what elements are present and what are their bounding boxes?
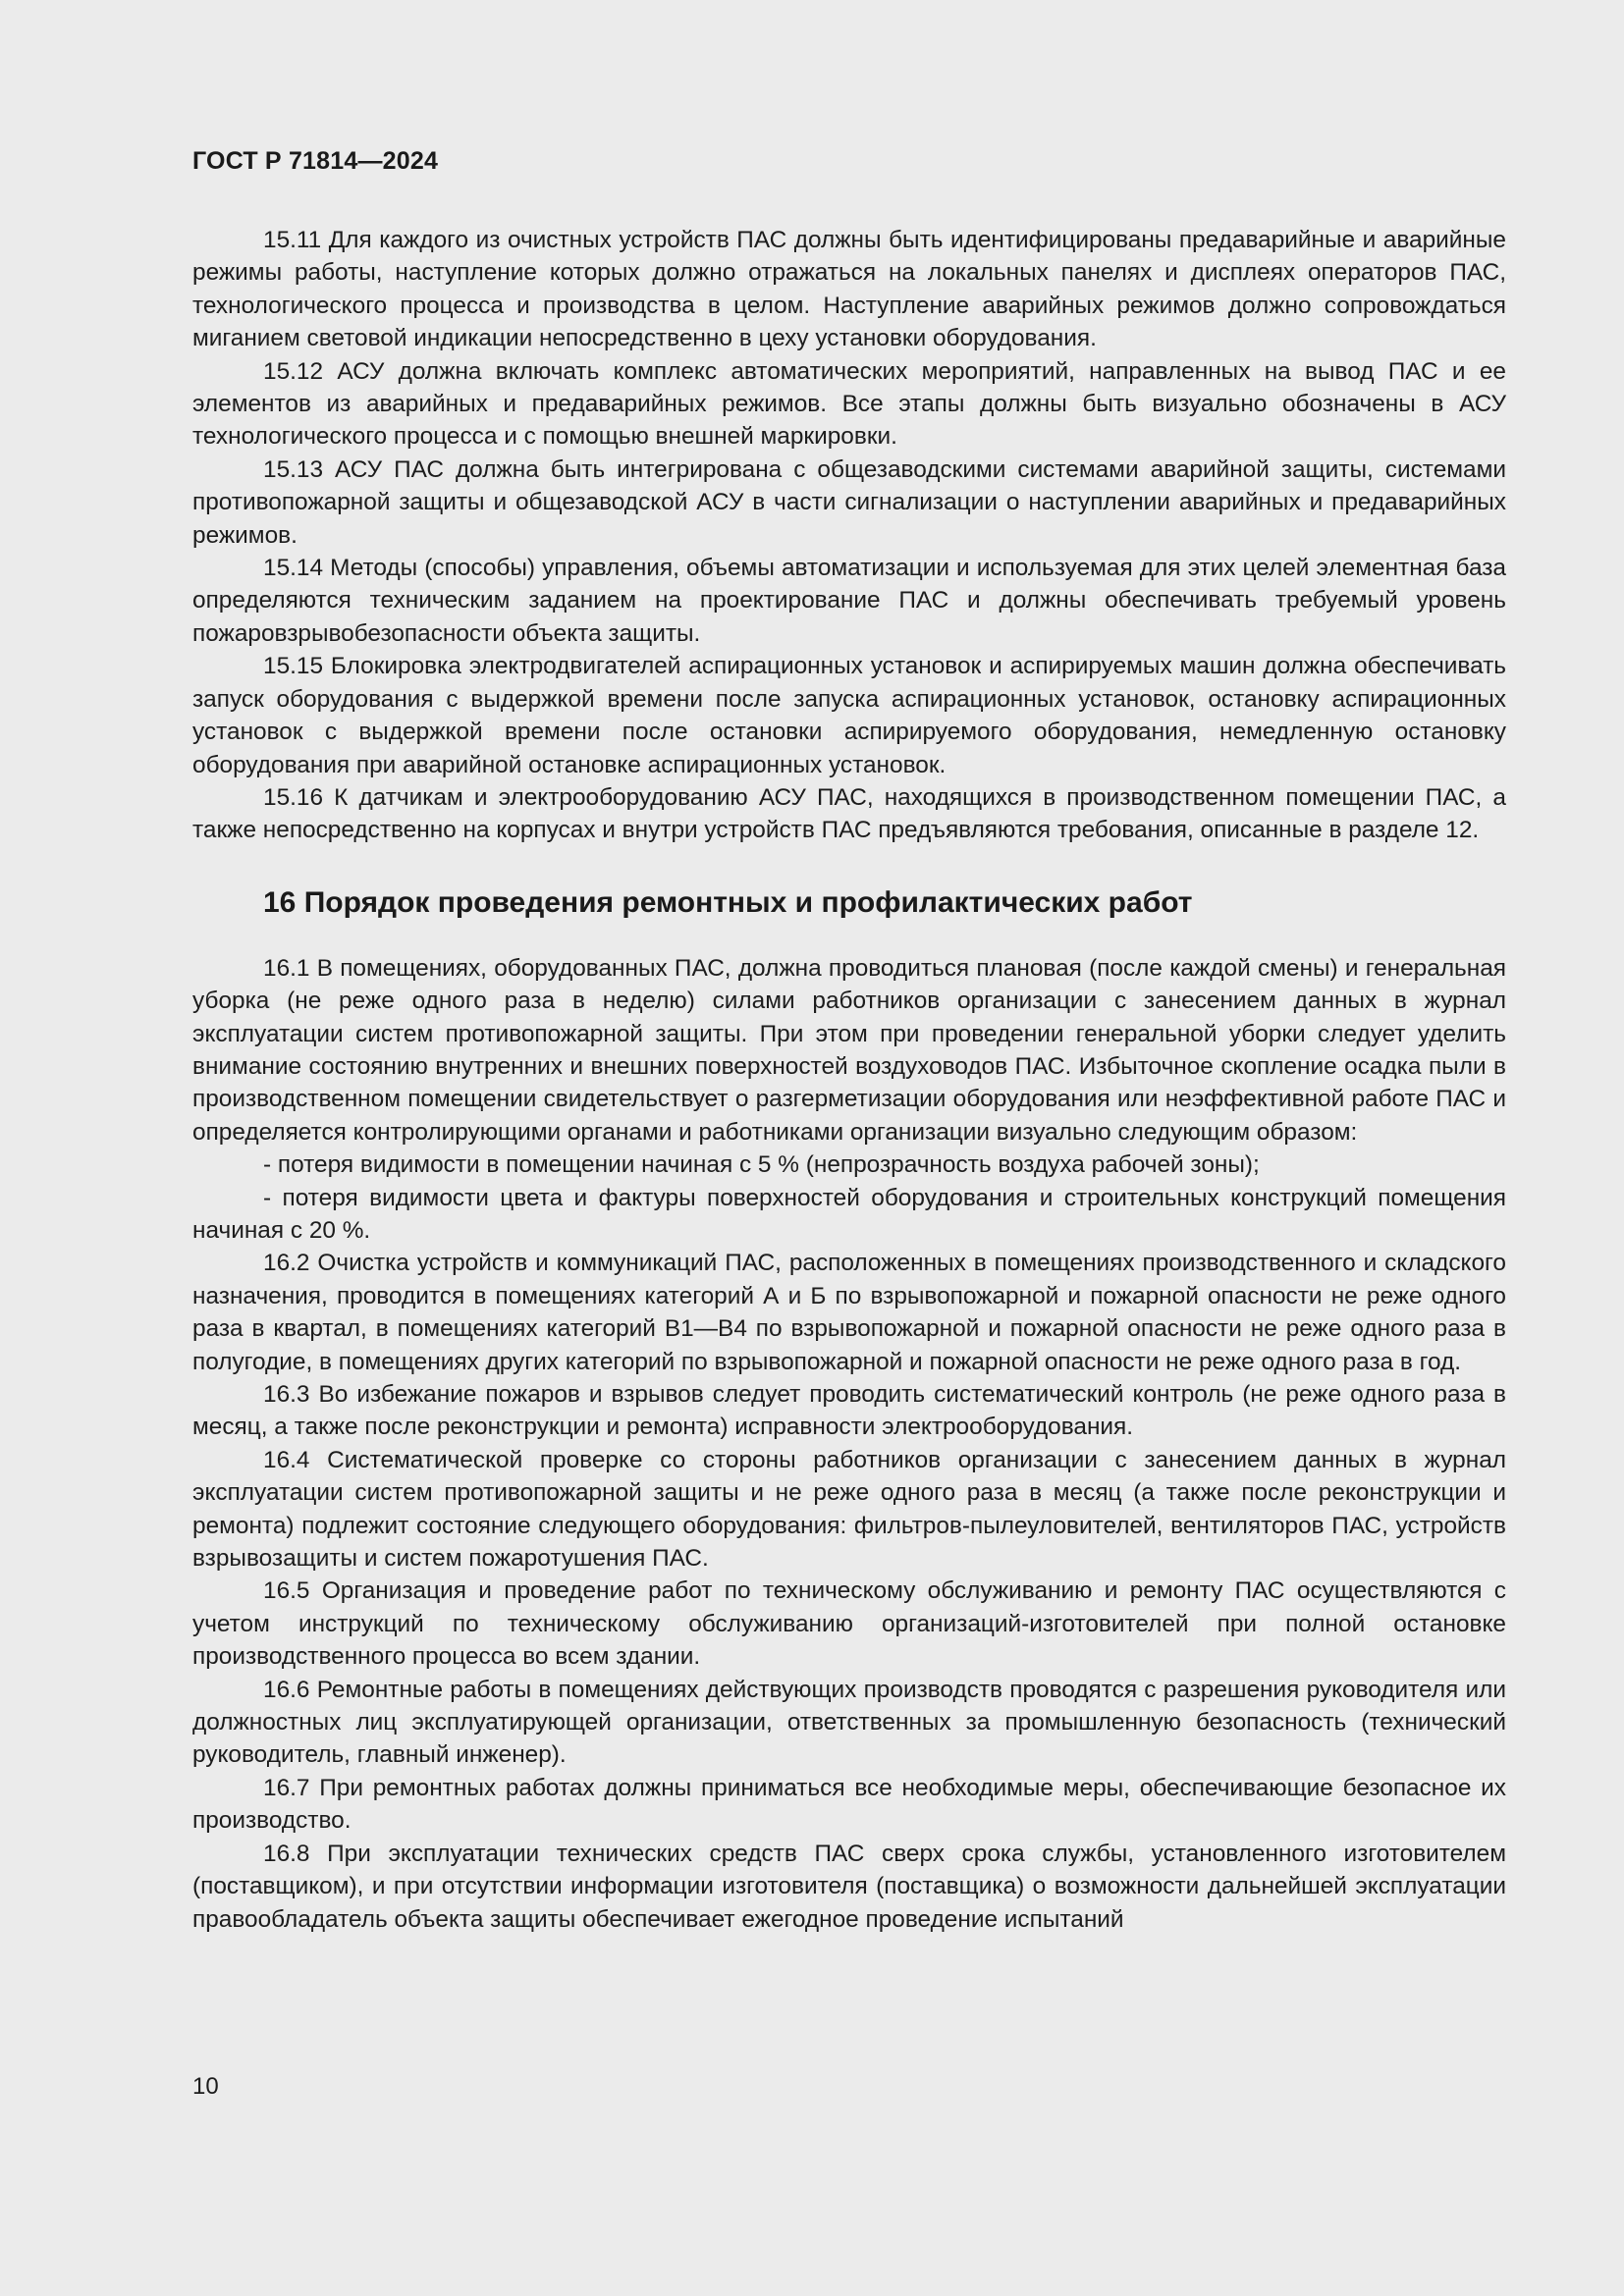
paragraph-16-2: 16.2 Очистка устройств и коммуникаций ПАС, расположенных в помещениях производственного и складского назначения, проводится в помещениях категорий А и Б по взрывопожарной и пожарной опасности не реже одного раза в квартал, в помещениях категорий В1—В4 по взрывопожарной и пожарной опасности не реже одного раза в полугодие, в помещениях других категорий по взрывопожарной и пожарной опасности не реже одного раза в год. [192,1250,1506,1375]
paragraph-15-11: 15.11 Для каждого из очистных устройств ПАС должны быть идентифицированы предаварийные и аварийные режимы работы, наступление которых должно отражаться на локальных панелях и дисплеях операторов ПАС, технологического процесса и производства в целом. Наступление аварийных режимов должно сопровождаться миганием световой индикации непосредственно в цеху установки оборудования. [192,227,1506,352]
paragraph-16-1: 16.1 В помещениях, оборудованных ПАС, должна проводиться плановая (после каждой смены) и генеральная уборка (не реже одного раза в неделю) силами работников организации с занесением данных в журнал эксплуатации систем противопожарной защиты. При этом при проведении генеральной уборки следует уделить внимание состоянию внутренних и внешних поверхностей воздуховодов ПАС. Избыточное скопление осадка пыли в производственном помещении свидетельствует о разгерметизации оборудования или неэффективной работе ПАС и определяется контролирующими органами и работниками организации визуально следующим образом: [192,954,1506,1146]
page-number: 10 [192,2073,219,2100]
paragraph-16-5: 16.5 Организация и проведение работ по техническому обслуживанию и ремонту ПАС осуществляются с учетом инструкций по техническому обслуживанию организаций-изготовителей при полной остановке производственного процесса во всем здании. [192,1577,1506,1671]
document-header-title: ГОСТ Р 71814—2024 [192,147,439,175]
list-item-surface-visibility: - потеря видимости цвета и фактуры поверхностей оборудования и строительных конструкций помещения начиная с 20 %. [192,1184,1506,1244]
paragraph-16-7: 16.7 При ремонтных работах должны приниматься все необходимые меры, обеспечивающие безопасное их производство. [192,1774,1506,1835]
section-16-heading: 16 Порядок проведения ремонтных и профилактических работ [263,885,1193,919]
paragraph-16-8: 16.8 При эксплуатации технических средств ПАС сверх срока службы, установленного изготовителем (поставщиком), и при отсутствии информации изготовителя (поставщика) о возможности дальнейшей эксплуатации правообладатель объекта защиты обеспечивает ежегодное проведение испытаний [192,1840,1506,1933]
paragraph-15-16: 15.16 К датчикам и электрооборудованию АСУ ПАС, находящихся в производственном помещении ПАС, а также непосредственно на корпусах и внутри устройств ПАС предъявляются требования, описанные в разделе 12. [192,783,1506,844]
list-item-visibility: - потеря видимости в помещении начиная с 5 % (непрозрачность воздуха рабочей зоны); [263,1151,1260,1179]
paragraph-15-14: 15.14 Методы (способы) управления, объемы автоматизации и используемая для этих целей элементная база определяются техническим заданием на проектирование ПАС и должны обеспечивать требуемый уровень пожаровзрывобезопасности объекта защиты. [192,555,1506,647]
paragraph-16-6: 16.6 Ремонтные работы в помещениях действующих производств проводятся с разрешения руководителя или должностных лиц эксплуатирующей организации, ответственных за промышленную безопасность (технический руководитель, главный инженер). [192,1676,1506,1769]
paragraph-15-15: 15.15 Блокировка электродвигателей аспирационных установок и аспирируемых машин должна обеспечивать запуск оборудования с выдержкой времени после запуска аспирационных установок, остановку аспирационных установок с выдержкой времени после остановки аспирируемого оборудования, немедленную остановку оборудования при аварийной остановке аспирационных установок. [192,653,1506,778]
paragraph-16-3: 16.3 Во избежание пожаров и взрывов следует проводить систематический контроль (не реже одного раза в месяц, а также после реконструкции и ремонта) исправности электрооборудования. [192,1381,1506,1441]
paragraph-16-4: 16.4 Систематической проверке со стороны работников организации с занесением данных в журнал эксплуатации систем противопожарной защиты и не реже одного раза в месяц (а также после реконструкции и ремонта) подлежит состояние следующего оборудования: фильтров-пылеуловителей, вентиляторов ПАС, устройств взрывозащиты и систем пожаротушения ПАС. [192,1446,1506,1573]
document-body [192,224,1506,1936]
paragraph-15-13: 15.13 АСУ ПАС должна быть интегрирована с общезаводскими системами аварийной защиты, системами противопожарной защиты и общезаводской АСУ в части сигнализации о наступлении аварийных и предаварийных режимов. [192,455,1506,549]
paragraph-15-12: 15.12 АСУ должна включать комплекс автоматических мероприятий, направленных на вывод ПАС и ее элементов из аварийных и предаварийных режимов. Все этапы должны быть визуально обозначены в АСУ технологического процесса и с помощью внешней маркировки. [192,357,1506,451]
